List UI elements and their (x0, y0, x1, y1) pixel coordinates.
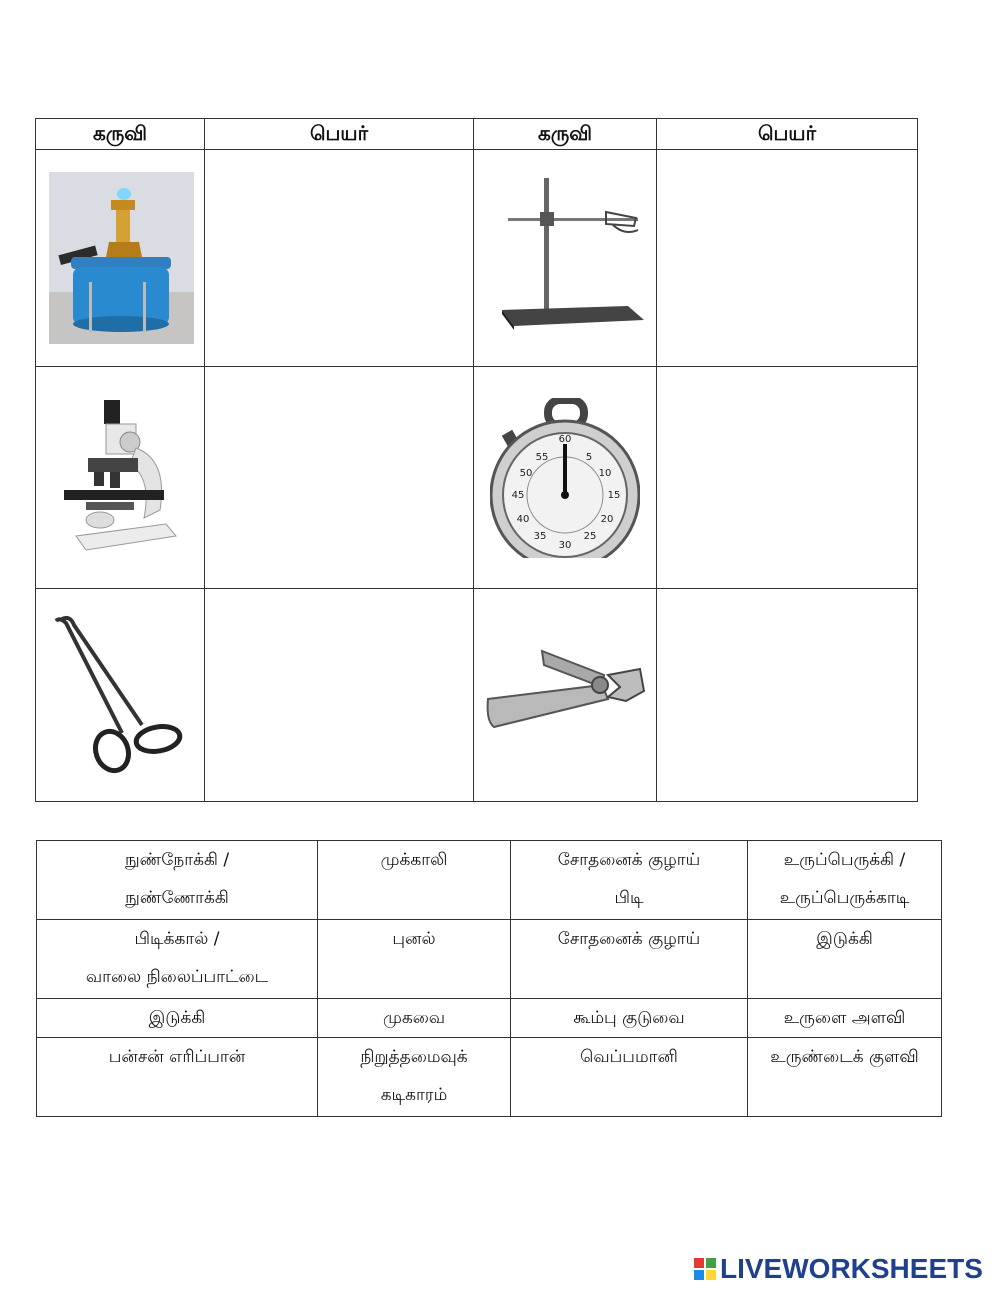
word-bank-text: நிறுத்தமைவுக் (360, 1047, 468, 1067)
tongs-icon (52, 615, 192, 775)
dial-label: 55 (535, 451, 549, 463)
retort-stand-icon (496, 178, 646, 338)
word-bank-table (36, 840, 942, 1117)
table-row (36, 589, 918, 802)
word-bank-cell (318, 1038, 511, 1117)
word-bank-cell (511, 841, 748, 920)
table-header-row (36, 119, 918, 150)
name-answer-cell[interactable] (205, 367, 474, 589)
matching-table (35, 118, 918, 802)
word-bank-cell (748, 1038, 942, 1117)
tool-cell (474, 589, 657, 802)
word-bank-cell (511, 1038, 748, 1117)
header-name-1: பெயர் (205, 119, 474, 150)
dial-label: 60 (558, 433, 572, 445)
word-bank-text: நுண்ணோக்கி (125, 888, 229, 908)
stopwatch-icon (490, 398, 640, 558)
dial-label: 10 (598, 467, 612, 479)
word-bank-text: பிடி (614, 888, 644, 908)
table-row (36, 367, 918, 589)
word-bank-text: வெப்பமானி (580, 1047, 678, 1067)
dial-label: 5 (585, 451, 593, 463)
dial-label: 35 (533, 530, 547, 542)
word-bank-cell (511, 920, 748, 999)
header-name-2: பெயர் (657, 119, 918, 150)
name-answer-cell[interactable] (657, 367, 918, 589)
bunsen-burner-icon (49, 172, 194, 344)
word-bank-text: உருண்டைக் குளவி (770, 1047, 919, 1067)
word-bank-cell (37, 920, 318, 999)
dial-label: 25 (583, 530, 597, 542)
word-bank-cell (37, 999, 318, 1038)
word-bank-cell (37, 1038, 318, 1117)
tool-cell (36, 589, 205, 802)
header-tool-1: கருவி (36, 119, 205, 150)
dial-label: 20 (600, 513, 614, 525)
word-bank-cell (318, 920, 511, 999)
liveworksheets-logo (693, 1253, 983, 1285)
word-bank-text: சோதனைக் குழாய் (557, 929, 701, 949)
name-answer-cell[interactable] (205, 150, 474, 367)
word-bank-cell (748, 999, 942, 1038)
word-bank-cell (511, 999, 748, 1038)
word-bank-text: நுண்நோக்கி / (124, 850, 230, 870)
tool-cell (36, 367, 205, 589)
word-bank-text: பிடிக்கால் / (134, 929, 220, 949)
tool-cell (474, 367, 657, 589)
logo-text: LIVEWORKSHEETS (720, 1253, 983, 1284)
logo-mark-icon (693, 1257, 717, 1281)
word-bank-text: முகவை (382, 1008, 446, 1028)
word-bank-cell (748, 841, 942, 920)
word-bank-cell (748, 920, 942, 999)
word-bank-cell (318, 999, 511, 1038)
word-bank-text: உருப்பெருக்காடி (779, 888, 910, 908)
dial-label: 15 (607, 489, 621, 501)
dial-label: 40 (516, 513, 530, 525)
word-bank-text: வாலை நிலைப்பாட்டை (85, 967, 269, 987)
word-bank-text: இடுக்கி (148, 1008, 206, 1028)
table-row (36, 150, 918, 367)
microscope-icon (56, 398, 181, 558)
word-bank-row (37, 841, 942, 920)
word-bank-text: பன்சன் எரிப்பான் (108, 1047, 246, 1067)
word-bank-row (37, 920, 942, 999)
word-bank-text: சோதனைக் குழாய் (557, 850, 701, 870)
word-bank-cell (318, 841, 511, 920)
word-bank-text: முக்காலி (380, 850, 448, 870)
word-bank-text: கடிகாரம் (380, 1085, 448, 1105)
word-bank-row (37, 999, 942, 1038)
tool-cell (36, 150, 205, 367)
tool-cell (474, 150, 657, 367)
word-bank-row (37, 1038, 942, 1117)
word-bank-text: இடுக்கி (816, 929, 873, 949)
name-answer-cell[interactable] (657, 150, 918, 367)
dial-label: 45 (511, 489, 525, 501)
name-answer-cell[interactable] (657, 589, 918, 802)
header-tool-2: கருவி (474, 119, 657, 150)
word-bank-text: புனல் (392, 929, 436, 949)
test-tube-holder-icon (484, 645, 649, 745)
word-bank-text: உருளை அளவி (783, 1008, 906, 1028)
dial-label: 30 (558, 539, 572, 551)
word-bank-cell (37, 841, 318, 920)
dial-label: 50 (519, 467, 533, 479)
name-answer-cell[interactable] (205, 589, 474, 802)
word-bank-text: கூம்பு குடுவை (573, 1008, 685, 1028)
word-bank-text: உருப்பெருக்கி / (783, 850, 906, 870)
